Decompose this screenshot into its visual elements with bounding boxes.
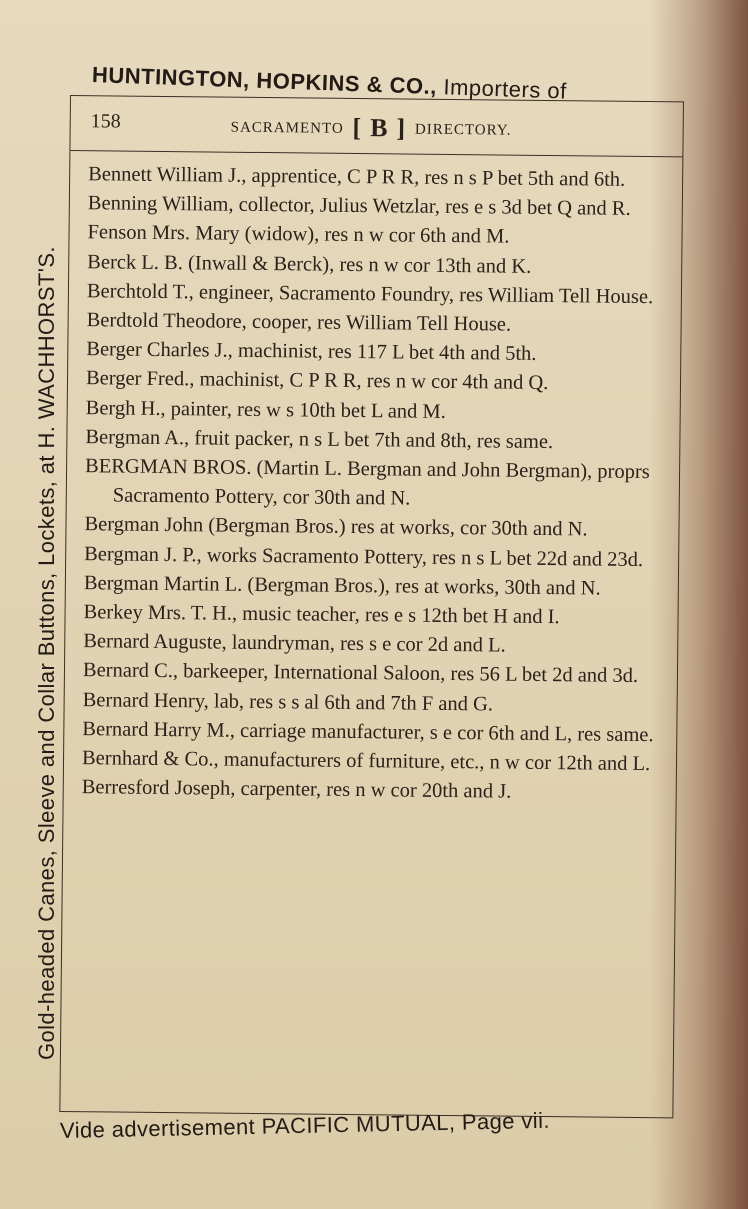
directory-entry: Berdtold Theodore, cooper, res William Tell House. [86, 309, 512, 336]
directory-entry: Berresford Joseph, carpenter, res n w cor 20th and J. [81, 776, 512, 803]
directory-entry: Bergh H., painter, res w s 10th bet L and M. [85, 396, 446, 423]
directory-entry: Bernhard & Co., manufacturers of furniture, etc., n w cor 12th and L. [81, 747, 651, 776]
directory-entry: Bennett William J., apprentice, C P R R, res n s P bet 5th and 6th. [88, 163, 626, 191]
top-ad-firm: HUNTINGTON, HOPKINS & CO., [91, 62, 438, 100]
bracket-open: [ [352, 112, 363, 143]
bottom-advertisement: Vide advertisement PACIFIC MUTUAL, Page vii. [59, 1107, 551, 1143]
directory-entry: Bergman A., fruit packer, n s L bet 7th and 8th, res same. [85, 426, 554, 453]
directory-entry: Bernard C., barkeeper, International Saloon, res 56 L bet 2d and 3d. [82, 659, 639, 688]
directory-entry: Fenson Mrs. Mary (widow), res n w cor 6th and M. [87, 221, 510, 249]
directory-entry: Bergman John (Bergman Bros.) res at works, cor 30th and N. [84, 513, 588, 541]
directory-entries [82, 160, 679, 809]
running-head-left: SACRAMENTO [230, 119, 344, 137]
page-frame [59, 95, 684, 1118]
directory-entry: Bergman J. P., works Sacramento Pottery, res n s L bet 22d and 23d. [84, 542, 644, 571]
section-letter: B [370, 113, 389, 143]
bracket-close: ] [396, 113, 407, 143]
directory-entry: Berger Fred., machinist, C P R R, res n w cor 4th and Q. [85, 367, 549, 395]
directory-entry: Berger Charles J., machinist, res 117 L bet 4th and 5th. [86, 338, 537, 366]
directory-entry: Benning William, collector, Julius Wetzlar, res e s 3d bet Q and R. [87, 192, 631, 221]
running-head-right: DIRECTORY. [414, 121, 512, 139]
page-header [70, 96, 682, 152]
directory-entry: Bernard Harry M., carriage manufacturer, s e cor 6th and L, res same. [82, 718, 654, 747]
directory-entry: Bernard Henry, lab, res s s al 6th and 7th F and G. [82, 688, 494, 716]
directory-entry: Bernard Auguste, laundryman, res s e cor 2d and L. [83, 630, 506, 657]
directory-entry: Berkey Mrs. T. H., music teacher, res e s 12th bet H and I. [83, 601, 560, 629]
running-head [231, 112, 512, 145]
page-number: 158 [90, 110, 121, 133]
directory-entry: Bergman Martin L. (Bergman Bros.), res at works, 30th and N. [83, 572, 601, 600]
directory-entry: Berck L. B. (Inwall & Berck), res n w cor 13th and K. [87, 250, 532, 278]
directory-entry: BERGMAN BROS. (Martin L. Bergman and John Bergman), proprs Sacramento Pottery, cor 30th and N. [84, 455, 650, 510]
directory-entry: Berchtold T., engineer, Sacramento Foundry, res William Tell House. [86, 280, 654, 308]
top-ad-text: Importers of [443, 74, 568, 104]
side-advertisement: Gold-headed Canes, Sleeve and Collar Buttons, Lockets, at H. WACHHORST'S. [34, 246, 59, 1060]
